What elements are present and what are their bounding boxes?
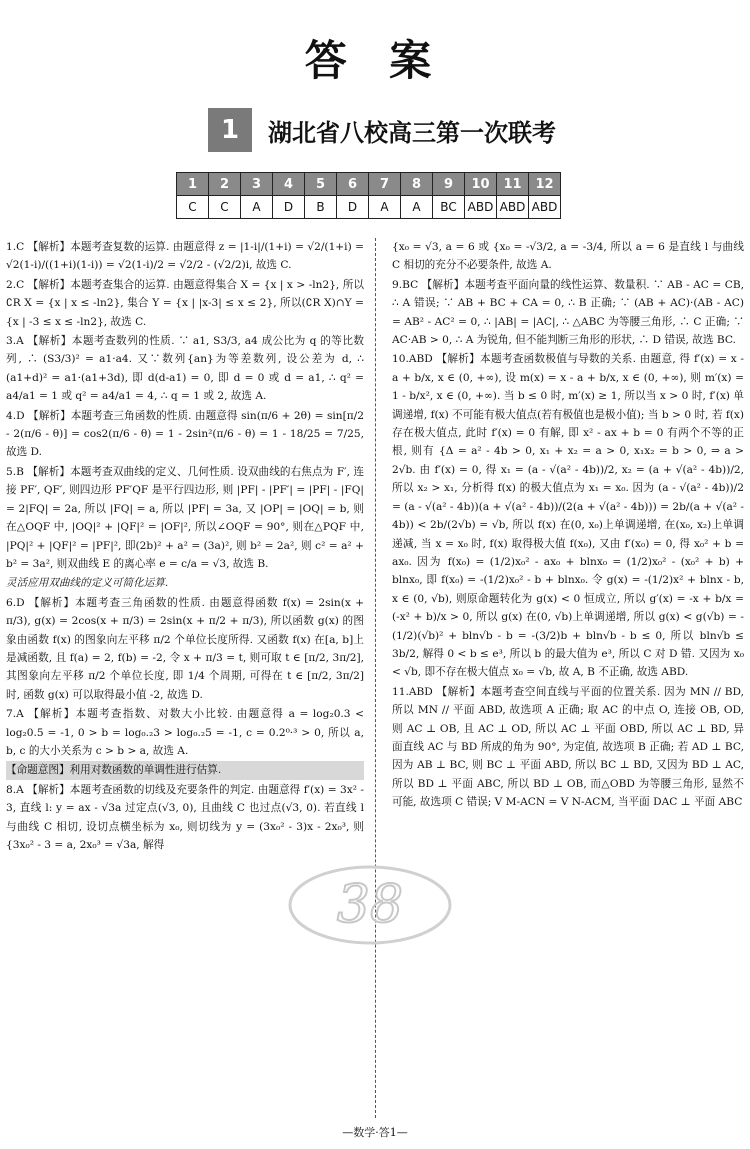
solution-item: 7.A 【解析】本题考查指数、对数大小比较. 由题意得 a = log₂0.3 < log₂0.5 = -1, 0 > b = log₀.₂3 > log₀.₂5 = -1, c = 0.2⁰·³ > 0, 所以 a, b, c 的大小关系为 c > b > a, 故选 A. xyxy=(6,708,364,757)
page-title: 答 案 xyxy=(304,36,446,85)
question-number-cell: 2 xyxy=(209,173,241,196)
answer-table-answer-row xyxy=(177,196,561,219)
answer-table xyxy=(176,172,561,219)
tip-note: 灵活应用双曲线的定义可简化运算. xyxy=(6,577,169,590)
exam-number-badge: 1 xyxy=(208,108,252,152)
question-number-cell: 7 xyxy=(369,173,401,196)
question-number-cell: 6 xyxy=(337,173,369,196)
answer-cell: D xyxy=(337,196,369,219)
solution-item: 9.BC 【解析】本题考查平面向量的线性运算、数量积. ∵ AB - AC = CB, ∴ A 错误; ∵ AB + BC + CA = 0, ∴ B 正确; ∵ (AB + AC)·(AB - AC) = AB² - AC² = 0, ∴ |AB| = |AC|, ∴ △ABC 为等腰三角形, ∴ C 正确; ∵ AC·AB > 0, ∴ A 为锐角, 但不能判断三角形的形状, ∴ D 错误, 故选 BC. xyxy=(392,278,744,347)
answer-cell: A xyxy=(241,196,273,219)
solution-item: 5.B 【解析】本题考查双曲线的定义、几何性质. 设双曲线的右焦点为 F′, 连接 PF′, QF′, 则四边形 PF′QF 是平行四边形, 则 |PF| - |PF′| = |PF| - |FQ| = 2|FQ| = 2a, 所以 |FQ| = a, 所以 |PF| = 3a, 又 |OP| = |OQ| = b, 则在△OQF 中, |OQ|² + |QF|² = |OF|², 所以∠OQF = 90°, 则在△PQF 中, |PQ|² + |QF|² = |PF|², 即(2b)² + a² = (3a)², 则 b² = 2a², 则 c² = a² + b² = 3a², 则双曲线 E 的离心率 e = c/a = √3, 故选 B. xyxy=(6,465,364,570)
intent-note: 【命题意图】利用对数函数的单调性进行估算. xyxy=(6,761,364,779)
question-number-cell: 4 xyxy=(273,173,305,196)
page-footer: —数学·答1— xyxy=(342,1126,408,1139)
solution-item: {x₀ = √3, a = 6 或 {x₀ = -√3/2, a = -3/4, 所以 a = 6 是直线 l 与曲线 C 相切的充分不必要条件, 故选 A. xyxy=(392,241,744,272)
solution-item: 10.ABD 【解析】本题考查函数极值与导数的关系. 由题意, 得 f′(x) = x - a + b/x, x ∈ (0, +∞), 设 m(x) = x - a + b/x, x ∈ (0, +∞), 则 m′(x) = 1 - b/x², x ∈ (0, +∞). 当 b ≤ 0 时, m′(x) ≥ 1, 所以当 x > 0 时, f′(x) 单调递增, f(x) 不可能有极大值点(若有极值也是极小值); 当 b > 0 时, 若 f(x) 存在极大值点, 此时 f′(x) = 0 有解, 即 x² - ax + b = 0 有两个不等的正根, 则有 {Δ = a² - 4b > 0, x₁ + x₂ = a > 0, x₁x₂ = b > 0, ⇒ a > 2√b. 由 f′(x) = 0, 得 x₁ = (a - √(a² - 4b))/2, x₂ = (a + √(a² - 4b))/2, 所以 x₂ > x₁, 分析得 f(x) 的极大值点为 x₁ = x₀. 因为 (a - √(a² - 4b))/2 = (a - √(a² - 4b))(a + √(a² - 4b))/(2(a + √(a² - 4b))) = 2b/(a + √(a² - 4b)) < 2b/(2√b) = √b, 所以 f(x) 在(0, x₀)上单调递增, 在(x₀, x₂)上单调递减, 当 x = x₀ 时, f(x) 取得极大值 f(x₀), 又由 f′(x₀) = 0, 得 x₀² + b = ax₀. 因为 f(x₀) = (1/2)x₀² - ax₀ + blnx₀ = (1/2)x₀² - (x₀² + b) + blnx₀, 即 f(x₀) = -(1/2)x₀² - b + blnx₀. 令 g(x) = -(1/2)x² + blnx - b, x ∈ (0, √b), 则原命题转化为 g(x) < 0 恒成立, 所以 g′(x) = -x + b/x = (-x² + b)/x > 0, 所以 g(x) 在(0, √b)上单调递增, 所以 g(x) < g(√b) = -(1/2)(√b)² + bln√b - b = -(3/2)b + bln√b - b ≤ 0, 所以 bln√b ≤ 3b/2, 解得 0 < b ≤ e³, 所以 b 的最大值为 e³, 所以 C 对 D 错. 又因为 x₀ < √b, 即不存在极大值点 x₀ = √b, 故 A, B 不正确, 故选 ABD. xyxy=(392,353,744,679)
solution-item: 4.D 【解析】本题考查三角函数的性质. 由题意得 sin(π/6 + 2θ) = sin[π/2 - 2(π/6 - θ)] = cos2(π/6 - θ) = 1 - 2sin²(π/6 - θ) = 1 - 18/25 = 7/25, 故选 D. xyxy=(6,409,364,459)
answer-cell: A xyxy=(369,196,401,219)
exam-name: 湖北省八校高三第一次联考 xyxy=(268,118,556,147)
answer-cell: D xyxy=(273,196,305,219)
column-divider xyxy=(375,238,376,1118)
question-number-cell: 5 xyxy=(305,173,337,196)
solution-item: 2.C 【解析】本题考查集合的运算. 由题意得集合 X = {x | x > -ln2}, 所以 ∁R X = {x | x ≤ -ln2}, 集合 Y = {x | |x-3| ≤ x ≤ 2}, 所以(∁R X)∩Y = {x | -3 ≤ x ≤ -ln2}, 故选 C. xyxy=(6,278,364,328)
answer-cell: ABD xyxy=(497,196,529,219)
answer-cell: C xyxy=(209,196,241,219)
question-number-cell: 12 xyxy=(529,173,561,196)
right-column xyxy=(392,238,744,813)
solution-item: 3.A 【解析】本题考查数列的性质. ∵ a1, S3/3, a4 成公比为 q 的等比数列, ∴ (S3/3)² = a1·a4. 又∵数列{an}为等差数列, 设公差为 d, ∴ (a1+d)² = a1·(a1+3d), 即 d(d-a1) = 0, 即 d = 0 或 d = a1, ∴ q² = a4/a1 = 1 或 q² = a4/a1 = 4, ∴ q = 1 或 2, 故选 A. xyxy=(6,335,364,403)
answer-table-header-row xyxy=(177,173,561,196)
question-number-cell: 9 xyxy=(433,173,465,196)
answer-cell: C xyxy=(177,196,209,219)
solution-item: 8.A 【解析】本题考查函数的切线及充要条件的判定. 由题意得 f′(x) = 3x² - 3, 直线 l: y = ax - √3a 过定点(√3, 0), 且曲线 C 也过点(√3, 0). 若直线 l 与曲线 C 相切, 设切点横坐标为 x₀, 则切线为 y = (3x₀² - 3)x - 2x₀³, 则 {3x₀² - 3 = a, 2x₀³ = √3a, 解得 xyxy=(6,783,364,851)
answer-cell: ABD xyxy=(465,196,497,219)
solution-item: 11.ABD 【解析】本题考查空间直线与平面的位置关系. 因为 MN // BD, 所以 MN // 平面 ABD, 故选项 A 正确; 取 AC 的中点 O, 连接 OB, OD, 则 AC ⊥ OB, 且 AC ⊥ OD, 所以 AC ⊥ 平面 OBD, 所以 AC ⊥ BD, 异面直线 AC 与 BD 所成的角为 90°, 为定值, 故选项 B 正确; 若 AD ⊥ BC, 因为 AB ⊥ BC, 则 BC ⊥ 平面 ABD, 所以 BC ⊥ BD, 又因为 BD ⊥ AC, 所以 BD ⊥ 平面 ABC, 所以 BD ⊥ OB, 而△OBD 为等腰三角形, 显然不可能, 故选项 C 错误; V M-ACN = V N-ACM, 当平面 DAC ⊥ 平面 ABC xyxy=(392,685,744,809)
watermark-logo xyxy=(285,860,455,950)
answer-cell: BC xyxy=(433,196,465,219)
question-number-cell: 10 xyxy=(465,173,497,196)
watermark-text: 38 xyxy=(336,875,404,935)
solution-item: 6.D 【解析】本题考查三角函数的性质. 由题意得函数 f(x) = 2sin(x + π/3), g(x) = 2cos(x + π/3) = 2sin(x + π/2 + π/3), 所以函数 g(x) 的图象由函数 f(x) 的图象向左平移 π/2 个单位长度所得. 又函数 f(x) 在[a, b]上是减函数, 且 f(a) = 2, f(b) = -2, 令 x + π/3 = t, 则可取 t ∈ [π/2, 3π/2], 其图象向左平移 π/2 个单位长度, 即 1/4 个周期, 可得在 t ∈ [π/2, 3π/2] 时, 函数 g(x) 可以取得最小值 -2, 故选 D. xyxy=(6,596,364,701)
answer-cell: ABD xyxy=(529,196,561,219)
answer-cell: B xyxy=(305,196,337,219)
solution-item: 1.C 【解析】本题考查复数的运算. 由题意得 z = |1-i|/(1+i) = √2/(1+i) = √2(1-i)/((1+i)(1-i)) = √2(1-i)/2 = √2/2 - (√2/2)i, 故选 C. xyxy=(6,241,364,272)
question-number-cell: 8 xyxy=(401,173,433,196)
answer-cell: A xyxy=(401,196,433,219)
question-number-cell: 1 xyxy=(177,173,209,196)
exam-banner xyxy=(208,108,556,152)
question-number-cell: 3 xyxy=(241,173,273,196)
left-column xyxy=(6,238,364,855)
question-number-cell: 11 xyxy=(497,173,529,196)
